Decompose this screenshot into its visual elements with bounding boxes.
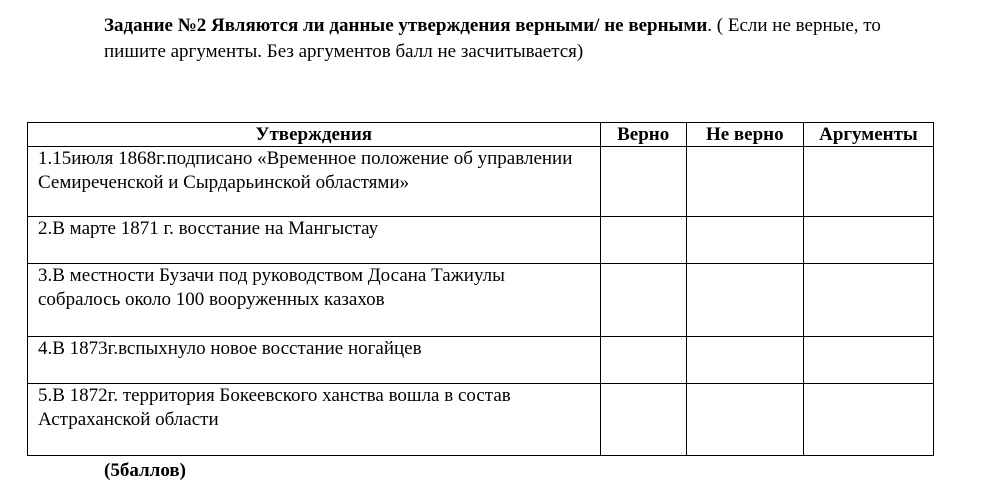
statement-cell: 4.В 1873г.вспыхнуло новое восстание ногайцев <box>28 337 601 384</box>
true-cell[interactable] <box>600 384 686 456</box>
statement-cell: 1.15июля 1868г.подписано «Временное положение об управлении Семиреченской и Сырдарьинской областями» <box>28 147 601 217</box>
task-statement <box>104 13 924 65</box>
points-label: (5баллов) <box>104 460 186 481</box>
task-instructions: . ( Если не верные, то пишите аргументы. Без аргументов балл не засчитывается) <box>104 15 881 62</box>
argument-cell[interactable] <box>803 384 933 456</box>
statements-table <box>27 122 934 456</box>
false-cell[interactable] <box>686 217 803 264</box>
true-cell[interactable] <box>600 337 686 384</box>
statement-cell: 3.В местности Бузачи под руководством Досана Тажиулы собралось около 100 вооруженных казахов <box>28 264 601 337</box>
header-statements: Утверждения <box>28 123 601 147</box>
true-cell[interactable] <box>600 147 686 217</box>
statement-cell: 2.В марте 1871 г. восстание на Мангыстау <box>28 217 601 264</box>
table-row <box>28 217 934 264</box>
table-row <box>28 147 934 217</box>
task-title: Задание №2 Являются ли данные утверждения верными/ не верными <box>104 15 708 36</box>
true-cell[interactable] <box>600 264 686 337</box>
argument-cell[interactable] <box>803 217 933 264</box>
statement-cell: 5.В 1872г. территория Бокеевского ханства вошла в состав Астраханской области <box>28 384 601 456</box>
argument-cell[interactable] <box>803 337 933 384</box>
header-true: Верно <box>600 123 686 147</box>
false-cell[interactable] <box>686 264 803 337</box>
argument-cell[interactable] <box>803 264 933 337</box>
table-row <box>28 264 934 337</box>
false-cell[interactable] <box>686 384 803 456</box>
table-row <box>28 384 934 456</box>
header-arguments: Аргументы <box>803 123 933 147</box>
table-row <box>28 337 934 384</box>
false-cell[interactable] <box>686 337 803 384</box>
header-false: Не верно <box>686 123 803 147</box>
argument-cell[interactable] <box>803 147 933 217</box>
table-header-row <box>28 123 934 147</box>
false-cell[interactable] <box>686 147 803 217</box>
true-cell[interactable] <box>600 217 686 264</box>
